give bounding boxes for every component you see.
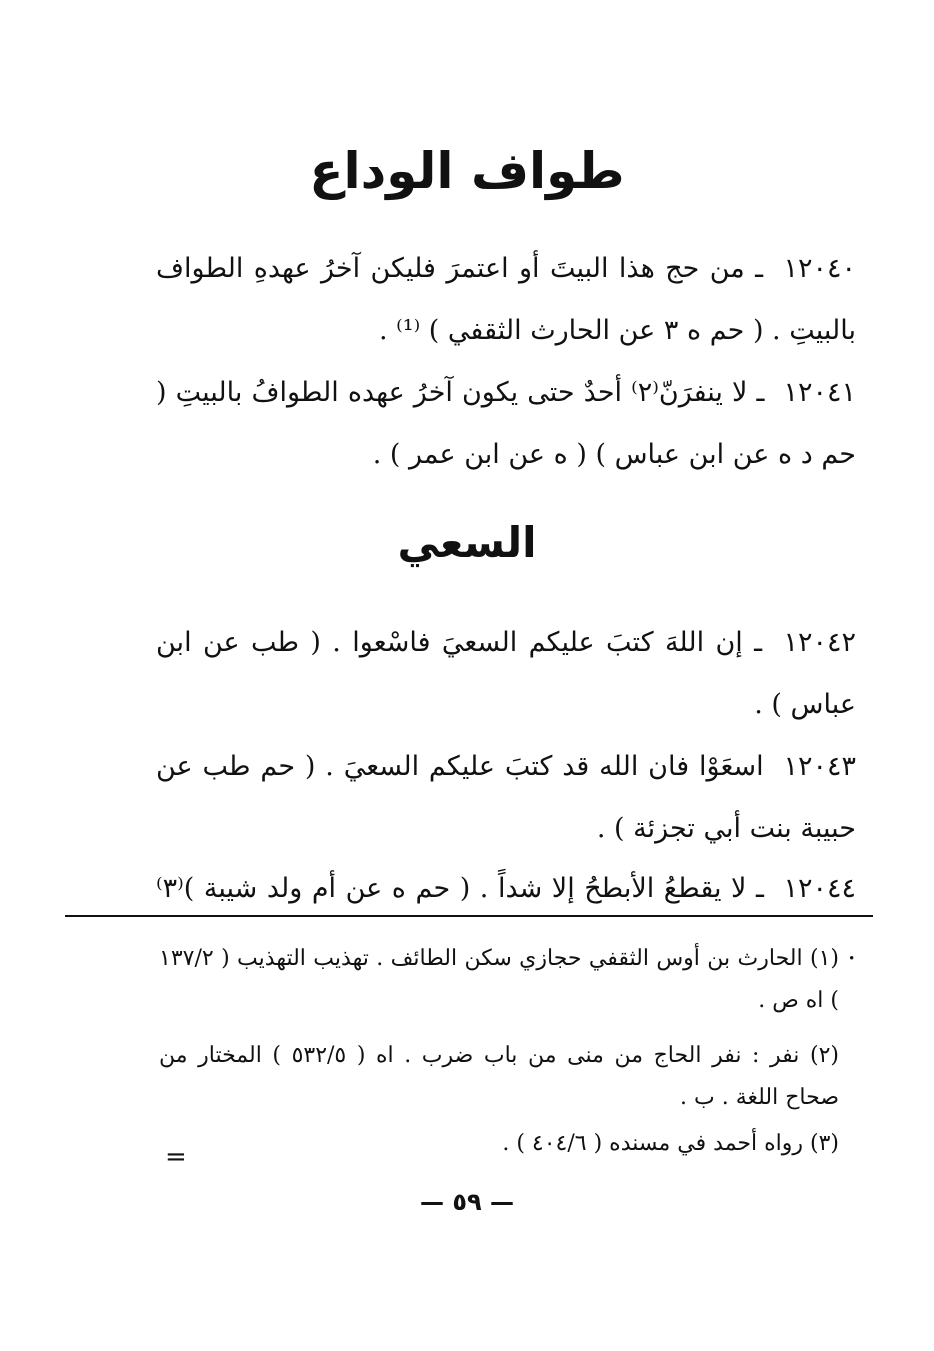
hadith-number: ١٢٠٤٢ <box>783 627 856 658</box>
hadith-entry <box>156 612 856 736</box>
continuation-mark: = <box>165 1142 187 1172</box>
section-heading-farewell-tawaf: طواف الوداع <box>309 142 625 200</box>
hadith-entry <box>156 736 856 860</box>
hadith-number: ١٢٠٤٣ <box>783 751 856 782</box>
footnote: (٢) نفر : نفر الحاج من منى من باب ضرب . اه ( ٥٣٢/٥ ) المختار من صحاح اللغة . ب . <box>159 1043 840 1110</box>
hadith-number: ١٢٠٤٠ <box>783 253 856 284</box>
hadith-text: ـ من حج هذا البيتَ أو اعتمرَ فليكن آخرُ عهدهِ الطواف بالبيتِ . ( حم ه ٣ عن الحارث الثقفي ) ⁽¹⁾ . <box>156 253 856 346</box>
hadith-text: اسعَوْا فان الله قد كتبَ عليكم السعيَ . ( حم طب عن حبيبة بنت أبي تجزئة ) . <box>156 751 856 844</box>
section-heading-sai: السعي <box>397 518 537 567</box>
hadith-text: ـ لا ينفرَنّ⁽٢⁾ أحدٌ حتى يكون آخرُ عهده الطوافُ بالبيتِ ( حم د ه عن ابن عباس ) ( ه عن ابن عمر ) . <box>156 377 856 470</box>
hadith-entry <box>156 362 856 486</box>
footnote-divider <box>65 915 873 917</box>
hadith-text: ـ لا يقطعُ الأبطحُ إلا شداً . ( حم ه عن أم ولد شيبة )⁽٣⁾ . <box>156 873 856 966</box>
footnote: (٣) رواه أحمد في مسنده ( ٤٠٤/٦ ) . <box>502 1131 839 1156</box>
hadith-entry <box>156 238 856 362</box>
footnote: (١) الحارث بن أوس الثقفي حجازي سكن الطائف . تهذيب التهذيب ( ١٣٧/٢ ) اه ص . <box>159 946 839 1013</box>
hadith-number: ١٢٠٤٤ <box>783 873 856 904</box>
hadith-number: ١٢٠٤١ <box>783 377 856 408</box>
page-number: — ٥٩ — <box>419 1188 514 1216</box>
hadith-text: ـ إن اللهَ كتبَ عليكم السعيَ فاسْعوا . ( طب عن ابن عباس ) . <box>156 627 856 720</box>
